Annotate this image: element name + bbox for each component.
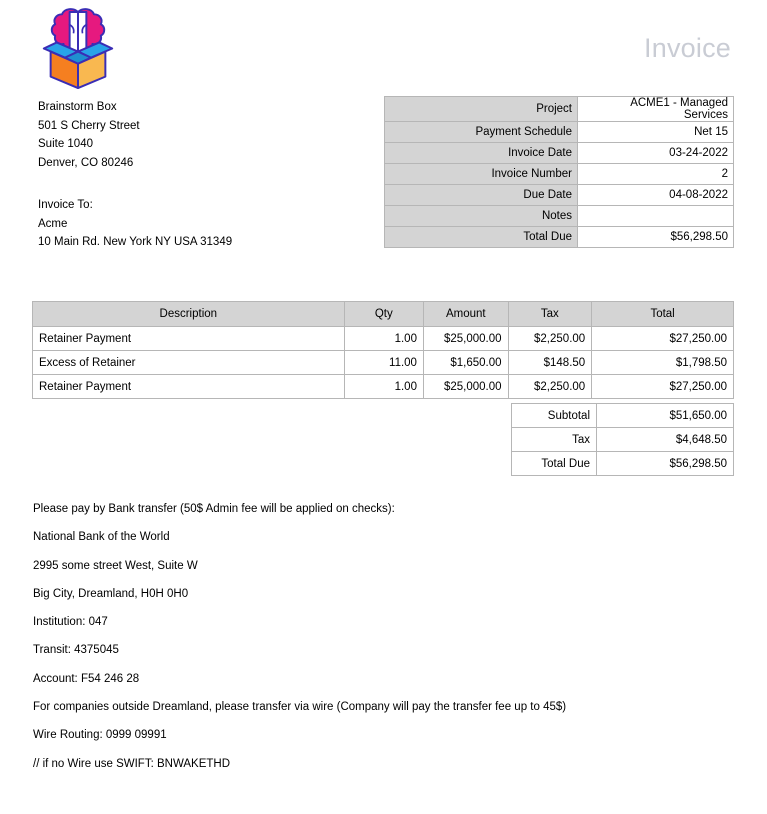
item-qty: 1.00 [344, 327, 423, 351]
bill-to-address: 10 Main Rd. New York NY USA 31349 [38, 236, 233, 249]
meta-value-project: ACME1 - Managed Services [578, 97, 734, 122]
meta-label: Due Date [385, 185, 578, 206]
payment-note-line: // if no Wire use SWIFT: BNWAKETHD [33, 757, 231, 770]
meta-value-invoice-number: 2 [578, 164, 734, 185]
totals-value-tax: $4,648.50 [597, 428, 734, 452]
company-address-block [38, 98, 140, 172]
company-street: 501 S Cherry Street [38, 119, 140, 132]
table-row [33, 351, 734, 375]
item-description: Retainer Payment [33, 375, 345, 399]
meta-label: Project [385, 97, 578, 122]
item-description: Retainer Payment [33, 327, 345, 351]
bill-to-block [38, 196, 232, 252]
payment-note-line: Please pay by Bank transfer (50$ Admin fee will be applied on checks): [33, 503, 395, 515]
item-amount: $25,000.00 [423, 327, 508, 351]
table-row [385, 164, 734, 185]
item-qty: 11.00 [344, 351, 423, 375]
table-row [33, 375, 734, 399]
column-header-description: Description [33, 302, 345, 327]
table-row [33, 327, 734, 351]
invoice-header [0, 0, 767, 95]
totals-label-total-due: Total Due [512, 452, 597, 476]
item-total: $27,250.00 [592, 375, 734, 399]
totals-label-subtotal: Subtotal [512, 404, 597, 428]
table-row [385, 143, 734, 164]
page-title: Invoice [644, 33, 731, 63]
meta-label: Notes [385, 206, 578, 227]
item-total: $27,250.00 [592, 327, 734, 351]
item-amount: $25,000.00 [423, 375, 508, 399]
table-row [512, 428, 734, 452]
totals-label-tax: Tax [512, 428, 597, 452]
item-qty: 1.00 [344, 375, 423, 399]
table-row [385, 227, 734, 248]
item-tax: $2,250.00 [508, 327, 592, 351]
company-suite: Suite 1040 [38, 138, 93, 151]
table-row [385, 185, 734, 206]
line-items-table [32, 301, 734, 399]
meta-value-total-due: $56,298.50 [578, 227, 734, 248]
table-row [385, 122, 734, 143]
column-header-total: Total [592, 302, 734, 327]
item-amount: $1,650.00 [423, 351, 508, 375]
totals-value-total-due: $56,298.50 [597, 452, 734, 476]
meta-value-notes [578, 206, 734, 227]
meta-label: Invoice Number [385, 164, 578, 185]
meta-label: Invoice Date [385, 143, 578, 164]
payment-note-line: Transit: 4375045 [33, 644, 119, 657]
meta-value-payment-schedule: Net 15 [578, 122, 734, 143]
table-row [512, 452, 734, 476]
payment-note-line: For companies outside Dreamland, please transfer via wire (Company will pay the transfer fee up to 45$) [33, 701, 567, 714]
payment-note-line: Big City, Dreamland, H0H 0H0 [33, 587, 189, 600]
table-row [385, 206, 734, 227]
payment-note-line: 2995 some street West, Suite W [33, 559, 198, 572]
meta-value-invoice-date: 03-24-2022 [578, 143, 734, 164]
column-header-qty: Qty [344, 302, 423, 327]
item-description: Excess of Retainer [33, 351, 345, 375]
meta-label: Payment Schedule [385, 122, 578, 143]
invoice-meta-table [384, 96, 734, 248]
item-total: $1,798.50 [592, 351, 734, 375]
table-row [512, 404, 734, 428]
payment-note-line: Wire Routing: 0999 09991 [33, 729, 167, 742]
company-city-state: Denver, CO 80246 [38, 156, 134, 169]
table-row [385, 97, 734, 122]
totals-value-subtotal: $51,650.00 [597, 404, 734, 428]
table-header-row [33, 302, 734, 327]
meta-label: Total Due [385, 227, 578, 248]
bill-to-heading: Invoice To: [38, 199, 93, 211]
item-tax: $2,250.00 [508, 375, 592, 399]
meta-value-due-date: 04-08-2022 [578, 185, 734, 206]
payment-instructions [33, 503, 733, 786]
brainstorm-box-logo [40, 4, 116, 90]
payment-note-line: National Bank of the World [33, 531, 170, 544]
payment-note-line: Institution: 047 [33, 616, 108, 629]
column-header-tax: Tax [508, 302, 592, 327]
item-tax: $148.50 [508, 351, 592, 375]
totals-table [511, 403, 734, 476]
payment-note-line: Account: F54 246 28 [33, 672, 140, 685]
column-header-amount: Amount [423, 302, 508, 327]
company-name: Brainstorm Box [38, 101, 117, 113]
bill-to-name: Acme [38, 217, 68, 230]
